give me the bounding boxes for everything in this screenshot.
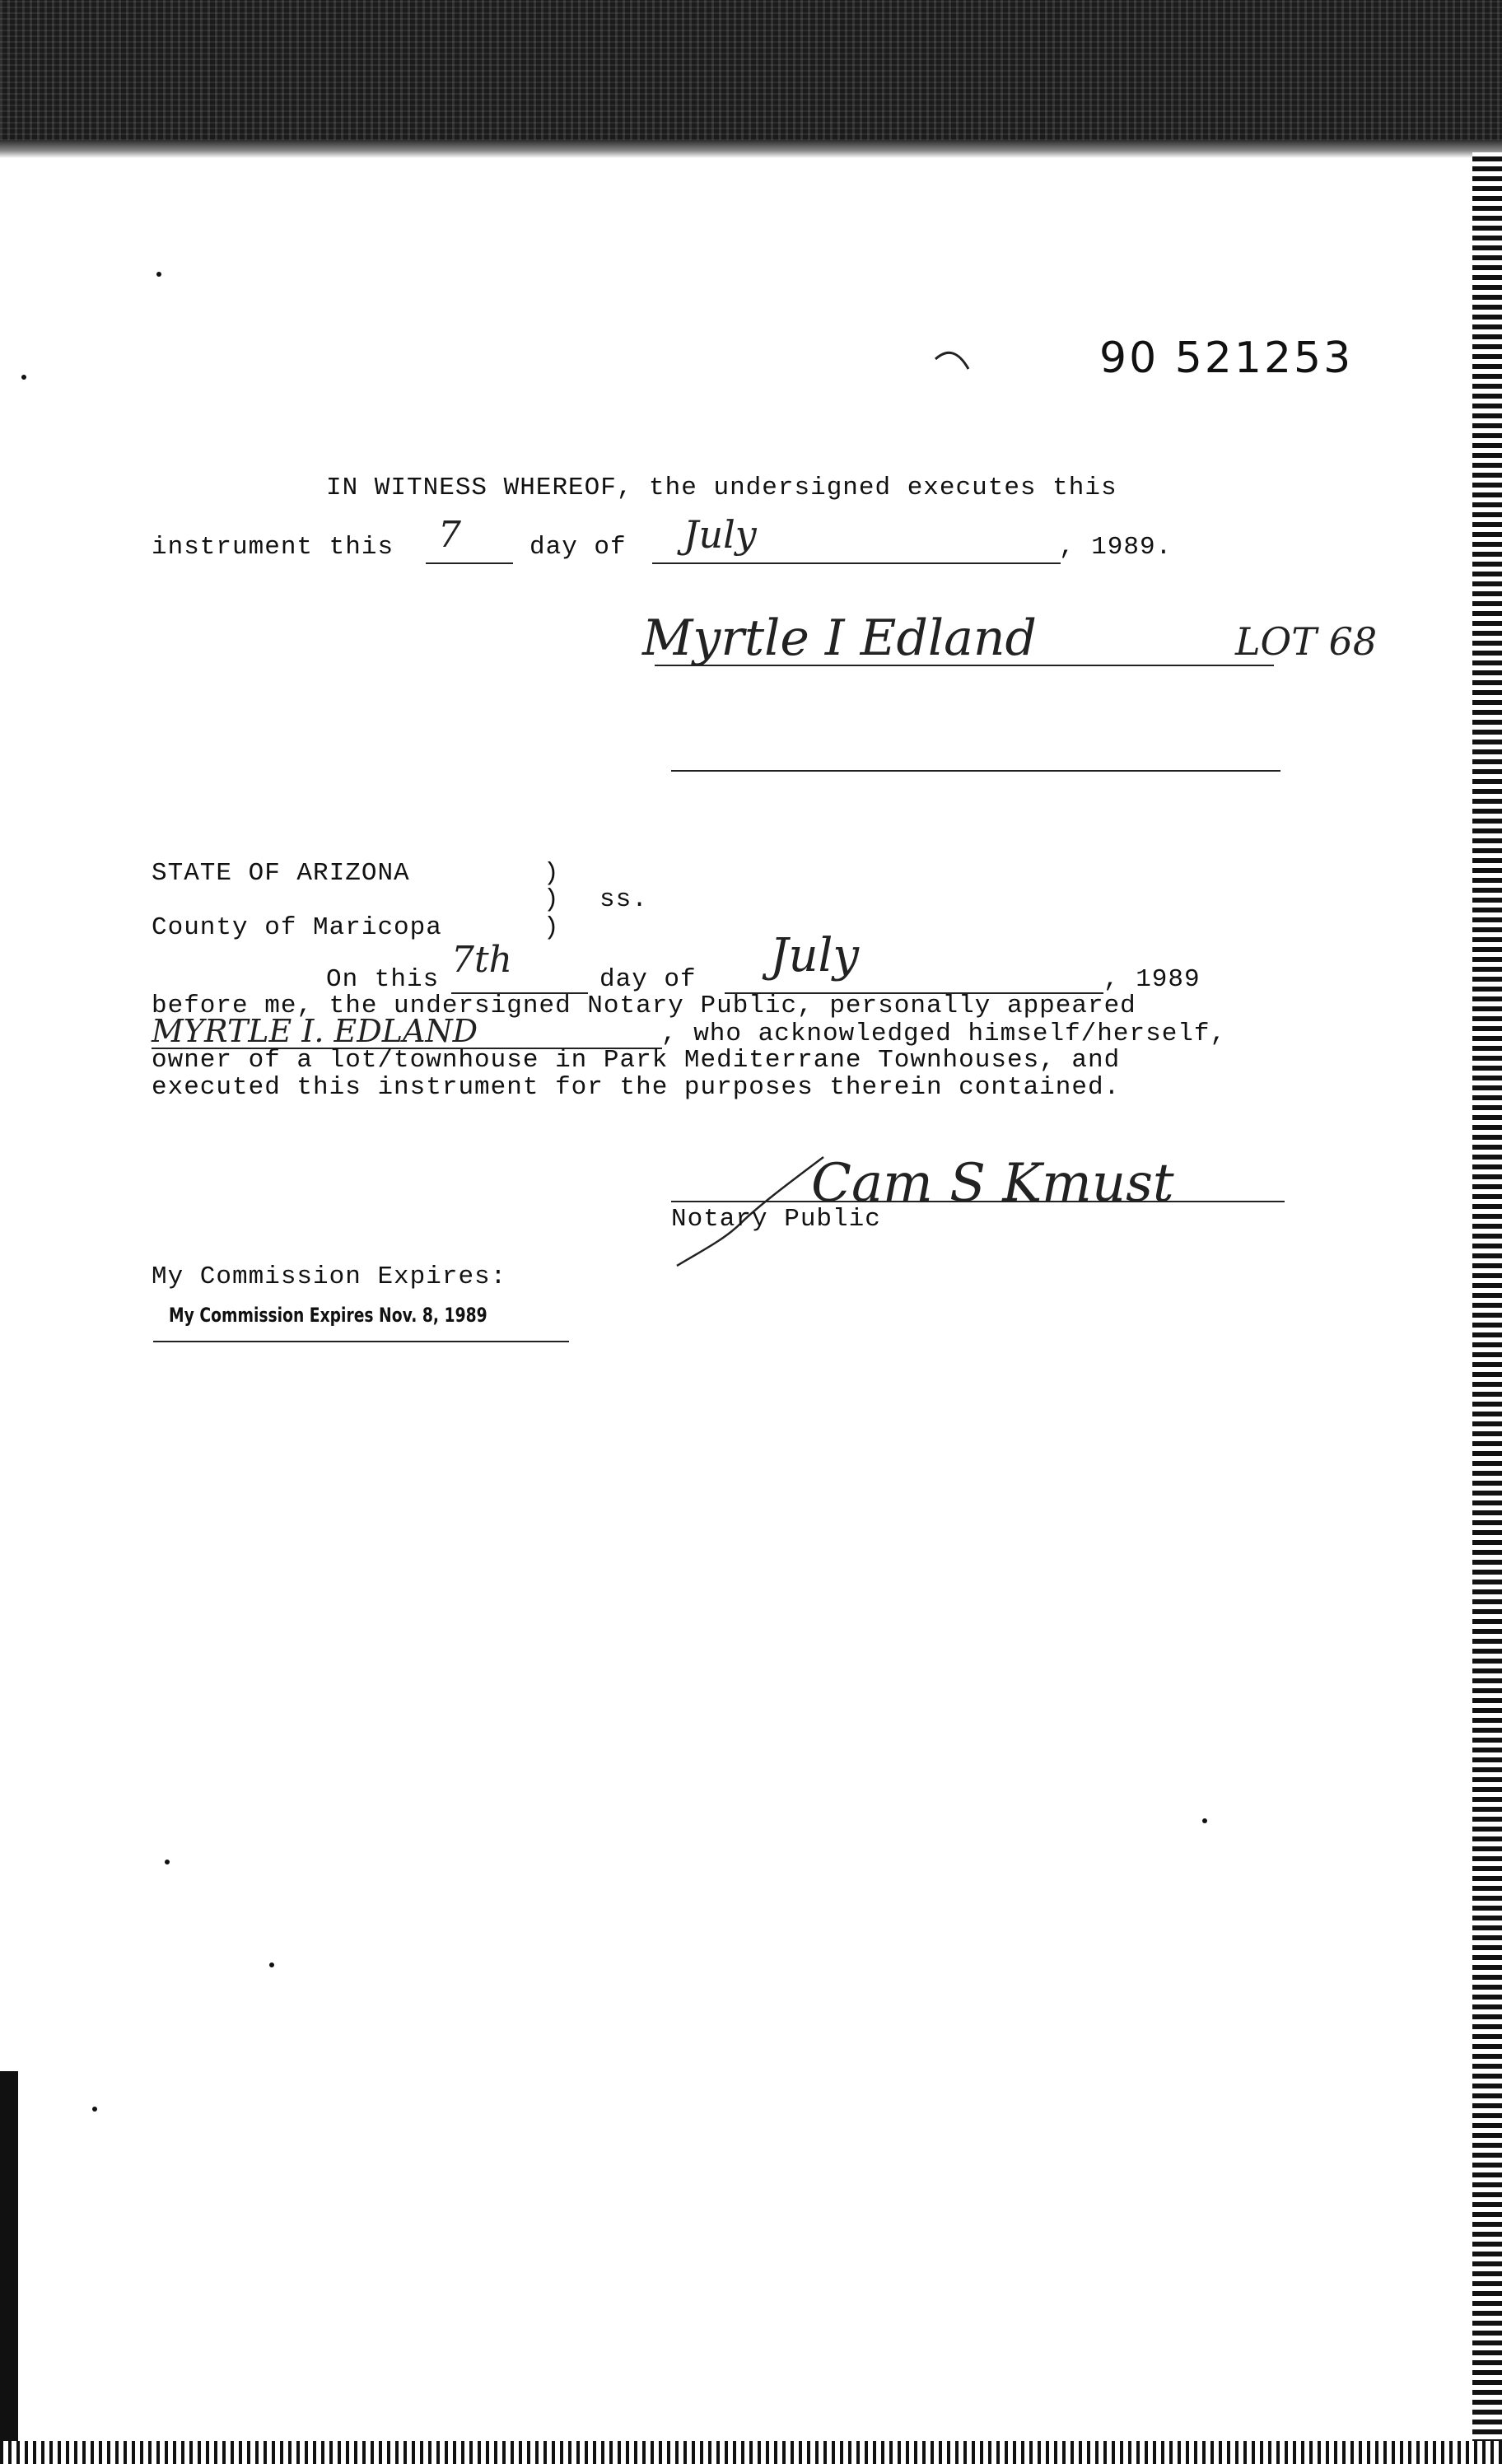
commission-label: My Commission Expires: [152, 1262, 507, 1291]
ack-line-5: executed this instrument for the purposes therein contained. [152, 1073, 1121, 1102]
witness-month-line [652, 562, 1061, 564]
ack-line-2: before me, the undersigned Notary Public, personally appeared [152, 992, 1136, 1020]
ack-name-handwritten: MYRTLE I. EDLAND [152, 1013, 478, 1049]
lot-note: LOT 68 [1235, 619, 1378, 664]
ack-month-handwritten: July [770, 929, 860, 982]
witness-day-line [426, 562, 513, 564]
commission-stamp-line [153, 1341, 569, 1342]
witness-day-handwritten: 7 [438, 514, 461, 556]
scan-speck [1202, 1818, 1207, 1823]
witness-line-1: IN WITNESS WHEREOF, the undersigned executes this [326, 474, 1117, 502]
ack-day-handwritten: 7th [451, 939, 513, 981]
scan-border-bottom [0, 2441, 1502, 2464]
ack-on-this: On this [326, 965, 440, 994]
witness-month-handwritten: July [683, 512, 757, 557]
scan-speck [92, 2107, 97, 2112]
scan-speck [156, 272, 161, 277]
scan-border-right [1472, 152, 1502, 2464]
notary-label: Notary Public [671, 1205, 881, 1234]
notary-signature: Cam S Kmust [811, 1153, 1174, 1214]
ack-line-4: owner of a lot/townhouse in Park Mediterrane Townhouses, and [152, 1046, 1121, 1075]
scan-border-top-edge [0, 140, 1502, 158]
scan-border-top [0, 0, 1502, 152]
document-number: 90 521253 [1099, 334, 1354, 383]
venue-ss: ss. [599, 885, 648, 914]
witness-year: , 1989. [1059, 533, 1173, 562]
witness-line-2a: instrument this [152, 533, 394, 562]
corner-mark-icon [931, 344, 980, 377]
witness-line-2b: day of [529, 533, 627, 562]
signer-signature: Myrtle I Edland [642, 609, 1037, 667]
ack-year: , 1989 [1103, 965, 1201, 994]
state-label: STATE OF ARIZONA [152, 859, 410, 888]
ack-day-of: day of [599, 965, 697, 994]
scan-speck [269, 1962, 274, 1967]
county-label: County of Maricopa [152, 913, 442, 942]
scan-border-left [0, 2071, 18, 2450]
venue-paren-2: ) [543, 885, 560, 914]
scan-speck [21, 375, 26, 380]
commission-stamp: My Commission Expires Nov. 8, 1989 [169, 1304, 487, 1327]
venue-paren-1: ) [543, 859, 560, 888]
venue-paren-3: ) [543, 913, 560, 942]
ack-line-3: , who acknowledged himself/herself, [661, 1020, 1227, 1048]
second-signature-line [671, 770, 1280, 772]
scan-speck [165, 1860, 170, 1864]
